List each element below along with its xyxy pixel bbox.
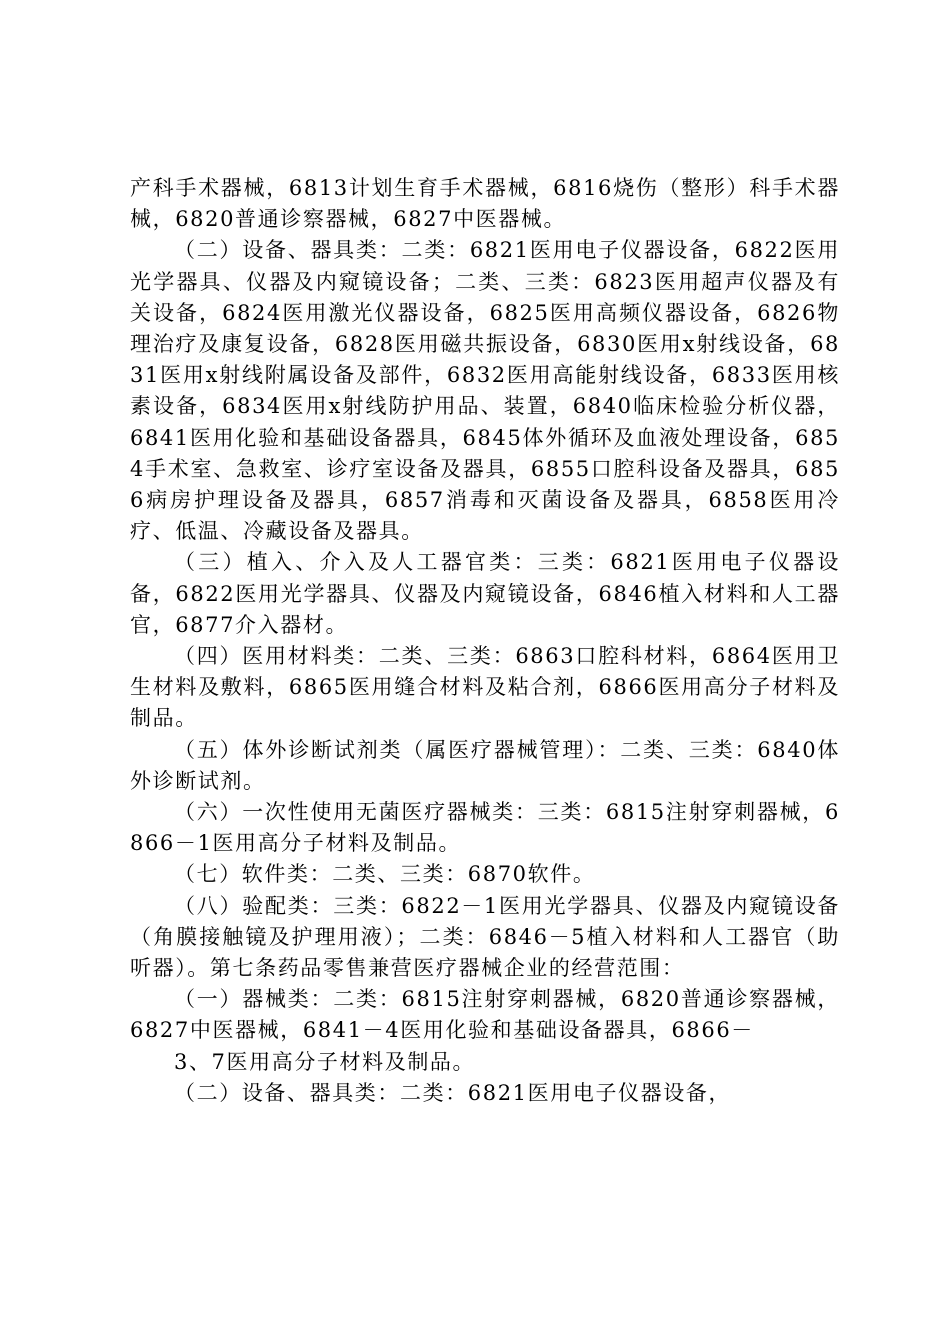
paragraph-4: （四）医用材料类：二类、三类：6863口腔科材料，6864医用卫生材料及敷料，6865医用缝合材料及粘合剂，6866医用高分子材料及制品。: [130, 644, 840, 731]
paragraph-9: （一）器械类：二类：6815注射穿刺器械，6820普通诊察器械，6827中医器械，6841－4医用化验和基础设备器具，6866－: [130, 987, 840, 1043]
paragraph-1: 产科手术器械，6813计划生育手术器械，6816烧伤（整形）科手术器械，6820普通诊察器械，6827中医器械。: [130, 176, 840, 232]
paragraph-5: （五）体外诊断试剂类（属医疗器械管理）：二类、三类：6840体外诊断试剂。: [130, 737, 840, 793]
paragraph-8: （八）验配类：三类：6822－1医用光学器具、仪器及内窥镜设备（角膜接触镜及护理用液）；二类：6846－5植入材料和人工器官（助听器）。第七条药品零售兼营医疗器械企业的经营范围：: [130, 893, 840, 981]
paragraph-7: （七）软件类：二类、三类：6870软件。: [174, 862, 596, 887]
paragraph-2: （二）设备、器具类：二类：6821医用电子仪器设备，6822医用光学器具、仪器及内窥镜设备；二类、三类：6823医用超声仪器及有关设备，6824医用激光仪器设备，6825医用高频仪器设备，6826物理治疗及康复设备，6828医用磁共振设备，6830医用x射线设备，6831医用x射线附属设备及部件，6832医用高能射线设备，6833医用核素设备，6834医用x射线防护用品、装置，6840临床检验分析仪器，6841医用化验和基础设备器具，6845体外循环及血液处理设备，6854手术室、急救室、诊疗室设备及器具，6855口腔科设备及器具，6856病房护理设备及器具，6857消毒和灭菌设备及器具，6858医用冷疗、低温、冷藏设备及器具。: [130, 238, 840, 544]
paragraph-6: （六）一次性使用无菌医疗器械类：三类：6815注射穿刺器械，6866－1医用高分子材料及制品。: [130, 800, 840, 856]
paragraph-3: （三）植入、介入及人工器官类：三类：6821医用电子仪器设备，6822医用光学器具、仪器及内窥镜设备，6846植入材料和人工器官，6877介入器材。: [130, 550, 840, 637]
paragraph-11: （二）设备、器具类：二类：6821医用电子仪器设备，: [174, 1080, 732, 1105]
paragraph-10: 3、7医用高分子材料及制品。: [174, 1049, 476, 1074]
document-body: [130, 173, 840, 1109]
